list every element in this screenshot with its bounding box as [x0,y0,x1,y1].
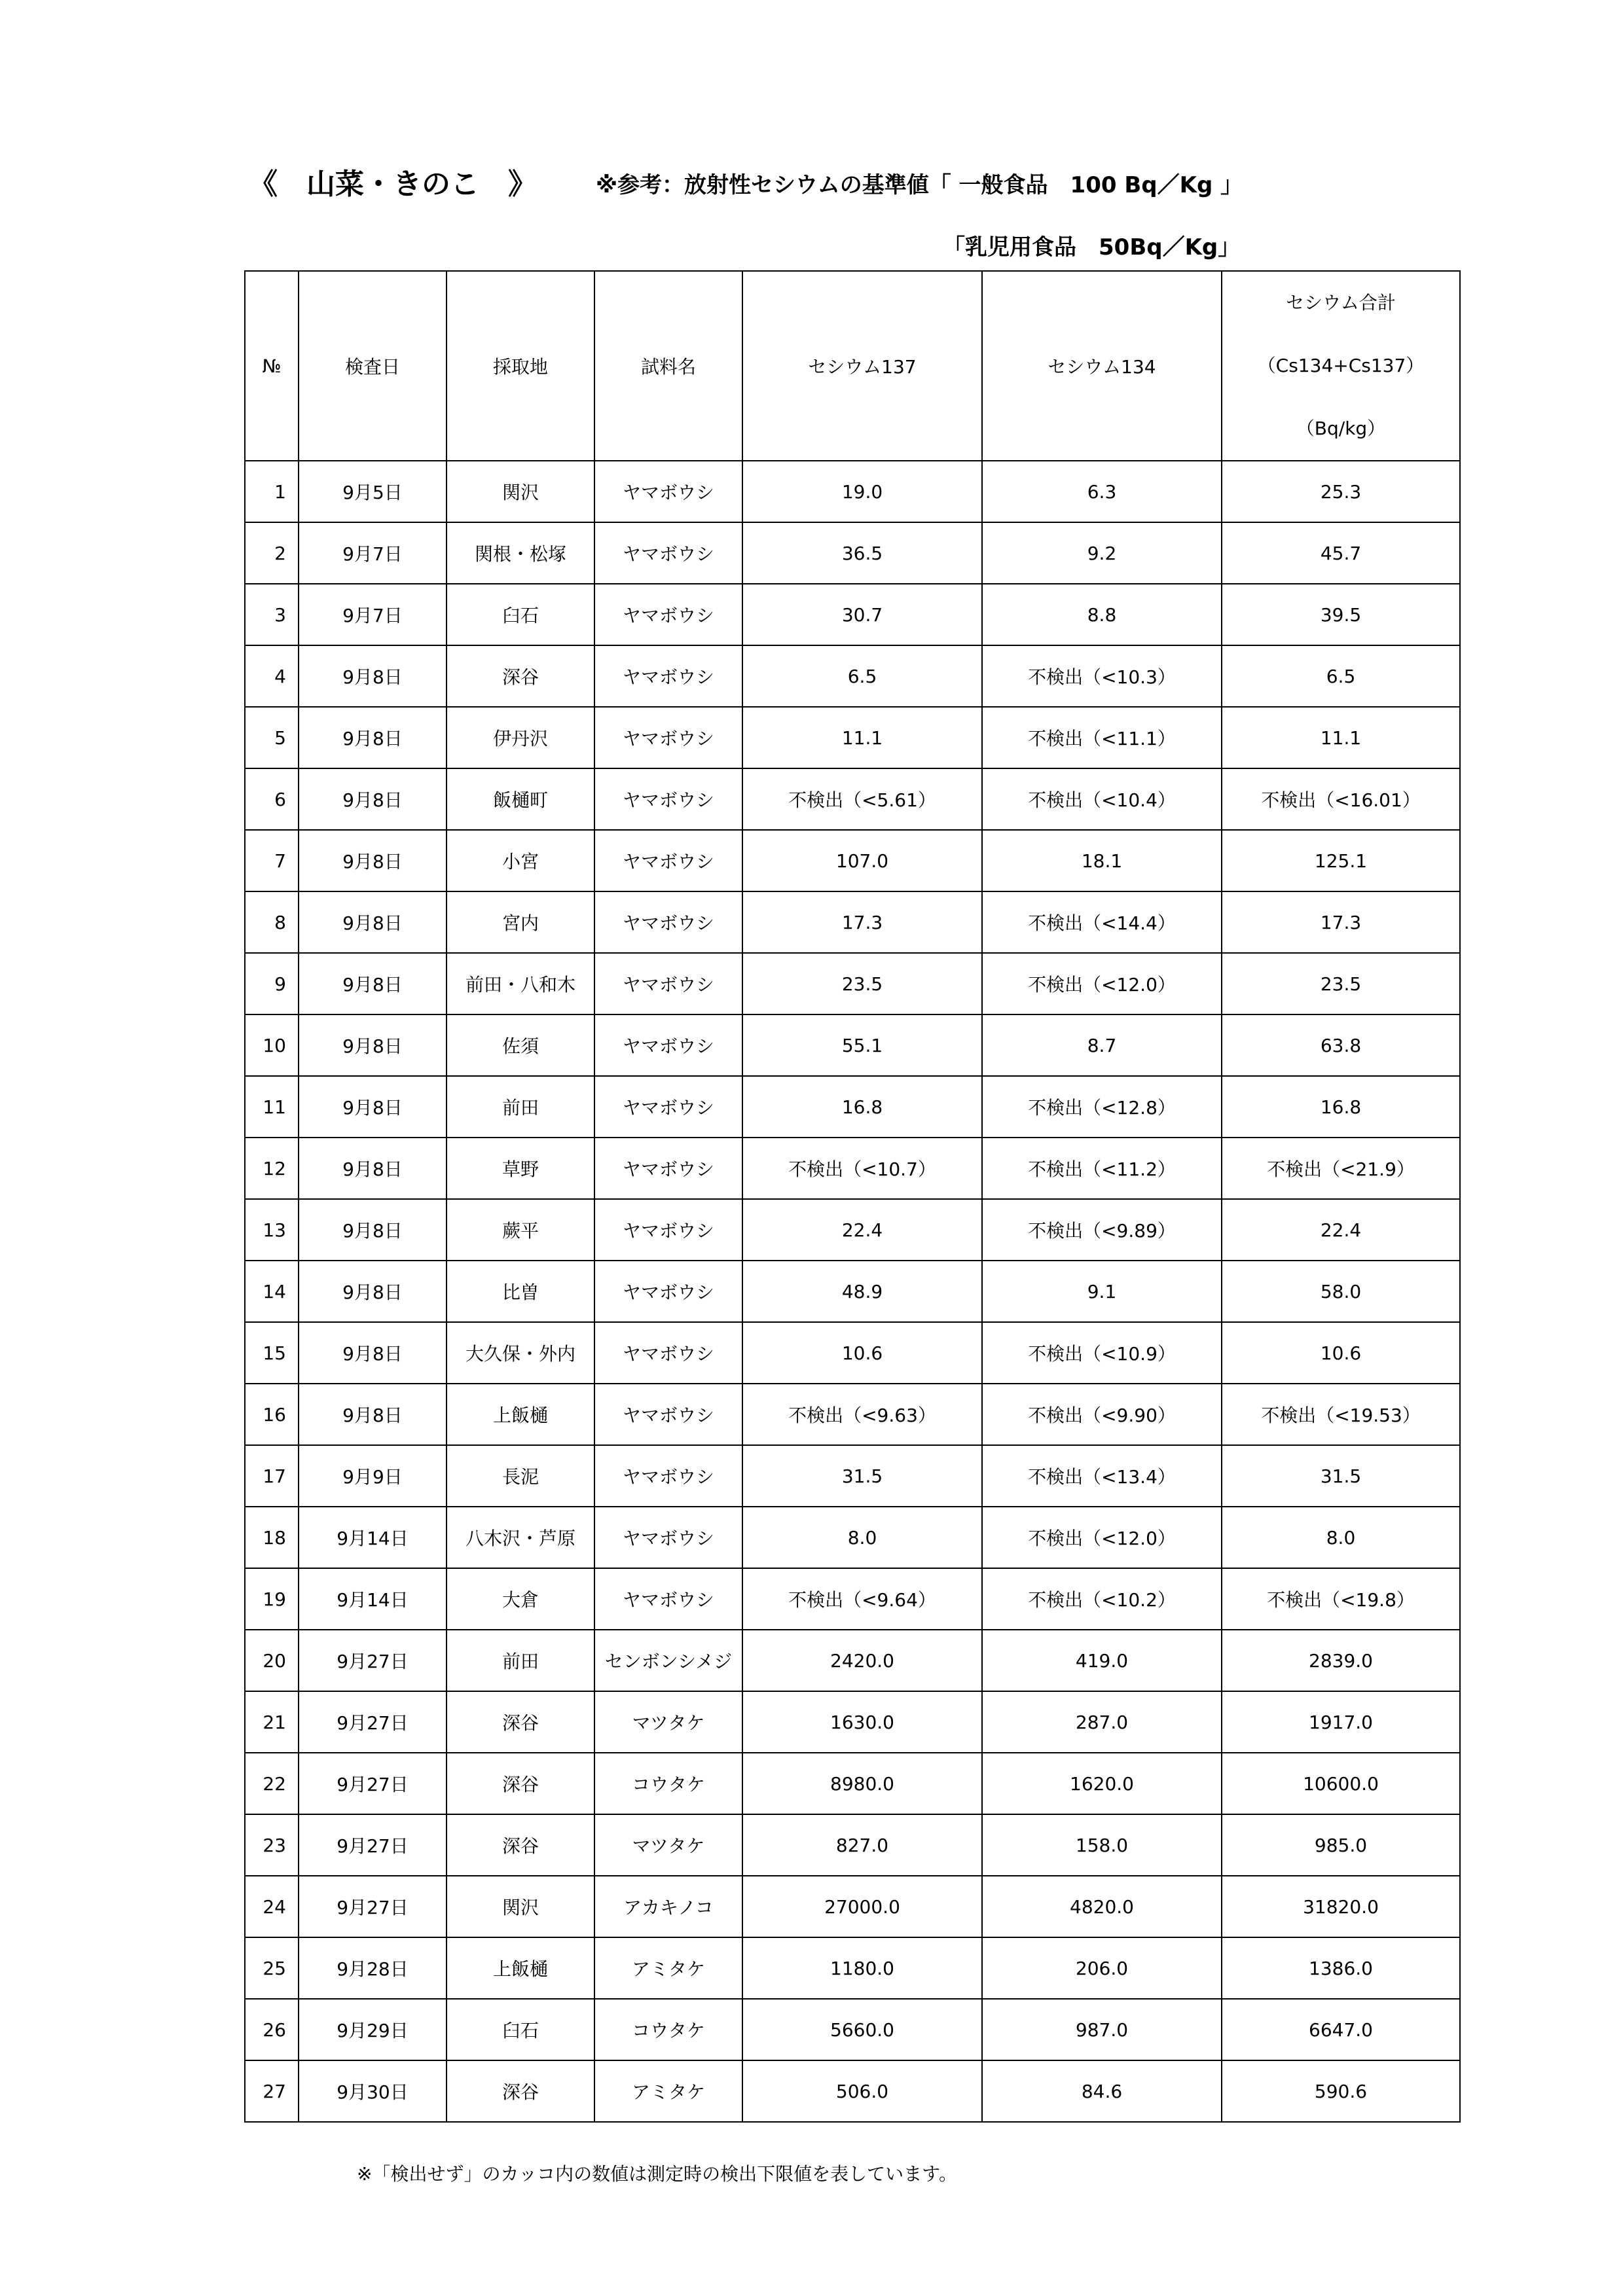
table-row [245,1138,1460,1199]
cell-date: 9月8日 [299,768,447,830]
cell-no: 6 [245,768,299,830]
cell-no: 25 [245,1937,299,1999]
cell-no: 22 [245,1753,299,1814]
cell-cs134: 287.0 [982,1691,1222,1753]
cell-location: 前田 [447,1076,594,1138]
cell-location: 関沢 [447,461,594,522]
cell-total: 22.4 [1222,1199,1460,1261]
cell-cs134: 6.3 [982,461,1222,522]
cell-cs137: 10.6 [742,1322,982,1384]
cell-no: 1 [245,461,299,522]
cell-sample: ヤマボウシ [594,461,742,522]
table-row [245,2060,1460,2122]
table-row [245,1691,1460,1753]
header-no: № [245,271,299,461]
header-total-formula: （Cs134+Cs137） [1257,355,1425,376]
cell-cs137: 27000.0 [742,1876,982,1937]
cell-date: 9月8日 [299,830,447,891]
cell-cs134: 不検出（<11.2） [982,1138,1222,1199]
cell-cs134: 9.2 [982,522,1222,584]
cell-date: 9月28日 [299,1937,447,1999]
header-location: 採取地 [447,271,594,461]
cell-sample: ヤマボウシ [594,1322,742,1384]
cell-cs137: 55.1 [742,1014,982,1076]
cell-no: 10 [245,1014,299,1076]
cell-location: 大倉 [447,1568,594,1630]
cell-cs137: 5660.0 [742,1999,982,2060]
cell-date: 9月14日 [299,1568,447,1630]
cell-no: 8 [245,891,299,953]
cell-sample: ヤマボウシ [594,768,742,830]
cell-cs137: 8980.0 [742,1753,982,1814]
table-header-row [245,271,1460,461]
table-row [245,461,1460,522]
cell-no: 21 [245,1691,299,1753]
cell-cs137: 1180.0 [742,1937,982,1999]
cell-sample: アカキノコ [594,1876,742,1937]
cell-cs137: 827.0 [742,1814,982,1876]
table-row [245,522,1460,584]
cell-cs134: 419.0 [982,1630,1222,1691]
cell-location: 臼石 [447,1999,594,2060]
table-row [245,1014,1460,1076]
cell-total: 45.7 [1222,522,1460,584]
cell-date: 9月7日 [299,584,447,645]
cell-cs137: 17.3 [742,891,982,953]
cell-sample: ヤマボウシ [594,1507,742,1568]
cell-date: 9月8日 [299,1261,447,1322]
cell-cs137: 107.0 [742,830,982,891]
table-row [245,1384,1460,1445]
cell-total: 31820.0 [1222,1876,1460,1937]
cell-no: 9 [245,953,299,1014]
cell-location: 関根・松塚 [447,522,594,584]
cell-cs137: 23.5 [742,953,982,1014]
cell-date: 9月9日 [299,1445,447,1507]
cell-location: 深谷 [447,1814,594,1876]
cell-location: 前田 [447,1630,594,1691]
cell-location: 宮内 [447,891,594,953]
cell-sample: ヤマボウシ [594,830,742,891]
cell-location: 小宮 [447,830,594,891]
cell-cs137: 36.5 [742,522,982,584]
cell-location: 比曽 [447,1261,594,1322]
table-row [245,953,1460,1014]
cell-sample: ヤマボウシ [594,1568,742,1630]
cell-no: 27 [245,2060,299,2122]
cell-sample: ヤマボウシ [594,645,742,707]
cell-cs137: 506.0 [742,2060,982,2122]
cell-no: 20 [245,1630,299,1691]
cell-cs134: 1620.0 [982,1753,1222,1814]
cell-cs134: 18.1 [982,830,1222,891]
table-row [245,645,1460,707]
cell-cs134: 不検出（<10.4） [982,768,1222,830]
reference-note-infant: 「乳児用食品 50Bq／Kg」 [943,234,1241,260]
cell-location: 八木沢・芦原 [447,1507,594,1568]
cell-date: 9月27日 [299,1630,447,1691]
cell-no: 5 [245,707,299,768]
cell-cs137: 6.5 [742,645,982,707]
cell-location: 伊丹沢 [447,707,594,768]
cell-cs137: 19.0 [742,461,982,522]
cell-location: 蕨平 [447,1199,594,1261]
cell-total: 590.6 [1222,2060,1460,2122]
cell-total: 6647.0 [1222,1999,1460,2060]
cell-cs137: 48.9 [742,1261,982,1322]
table-row [245,1322,1460,1384]
cell-date: 9月8日 [299,891,447,953]
cell-no: 14 [245,1261,299,1322]
cell-date: 9月30日 [299,2060,447,2122]
cell-location: 草野 [447,1138,594,1199]
cell-cs134: 不検出（<10.3） [982,645,1222,707]
cell-location: 上飯樋 [447,1384,594,1445]
cell-sample: マツタケ [594,1814,742,1876]
cell-total: 58.0 [1222,1261,1460,1322]
cell-no: 2 [245,522,299,584]
cell-date: 9月8日 [299,1384,447,1445]
cell-date: 9月7日 [299,522,447,584]
cell-no: 3 [245,584,299,645]
cell-cs134: 不検出（<9.89） [982,1199,1222,1261]
cell-total: 125.1 [1222,830,1460,891]
cell-no: 17 [245,1445,299,1507]
cell-date: 9月27日 [299,1876,447,1937]
cell-location: 前田・八和木 [447,953,594,1014]
cell-cs134: 不検出（<10.2） [982,1568,1222,1630]
cell-total: 63.8 [1222,1014,1460,1076]
cell-sample: コウタケ [594,1753,742,1814]
cell-sample: センボンシメジ [594,1630,742,1691]
cell-total: 不検出（<16.01） [1222,768,1460,830]
cell-sample: ヤマボウシ [594,1384,742,1445]
cell-location: 関沢 [447,1876,594,1937]
cell-date: 9月8日 [299,707,447,768]
cell-location: 深谷 [447,645,594,707]
cell-total: 2839.0 [1222,1630,1460,1691]
cell-location: 大久保・外内 [447,1322,594,1384]
cell-total: 1917.0 [1222,1691,1460,1753]
table-row [245,1568,1460,1630]
cell-cs137: 2420.0 [742,1630,982,1691]
cell-sample: アミタケ [594,1937,742,1999]
cell-date: 9月8日 [299,1014,447,1076]
cell-cs137: 30.7 [742,584,982,645]
table-row [245,584,1460,645]
cell-cs134: 206.0 [982,1937,1222,1999]
cell-no: 19 [245,1568,299,1630]
cell-cs134: 8.8 [982,584,1222,645]
cell-total: 17.3 [1222,891,1460,953]
cell-location: 上飯樋 [447,1937,594,1999]
table-row [245,1199,1460,1261]
cell-sample: コウタケ [594,1999,742,2060]
cell-sample: ヤマボウシ [594,891,742,953]
cell-cs134: 4820.0 [982,1876,1222,1937]
table-row [245,1630,1460,1691]
cell-cs134: 不検出（<12.0） [982,1507,1222,1568]
cell-date: 9月8日 [299,1076,447,1138]
cell-location: 飯樋町 [447,768,594,830]
cell-date: 9月8日 [299,645,447,707]
cell-location: 深谷 [447,1691,594,1753]
cell-sample: ヤマボウシ [594,1261,742,1322]
cell-sample: ヤマボウシ [594,1076,742,1138]
cell-no: 12 [245,1138,299,1199]
cell-date: 9月8日 [299,1322,447,1384]
cell-cs134: 不検出（<14.4） [982,891,1222,953]
header-total-unit: （Bq/kg） [1296,418,1386,439]
cell-sample: ヤマボウシ [594,1138,742,1199]
cell-sample: ヤマボウシ [594,584,742,645]
cell-cs137: 不検出（<5.61） [742,768,982,830]
table-row [245,891,1460,953]
cell-location: 佐須 [447,1014,594,1076]
cell-total: 10600.0 [1222,1753,1460,1814]
cell-date: 9月14日 [299,1507,447,1568]
cell-date: 9月5日 [299,461,447,522]
cell-cs137: 不検出（<9.64） [742,1568,982,1630]
cell-sample: ヤマボウシ [594,1445,742,1507]
table-row [245,1076,1460,1138]
cell-cs134: 不検出（<12.0） [982,953,1222,1014]
table-body [245,461,1460,2122]
cell-no: 16 [245,1384,299,1445]
cell-sample: マツタケ [594,1691,742,1753]
header-date: 検査日 [299,271,447,461]
cell-total: 11.1 [1222,707,1460,768]
table-row [245,1999,1460,2060]
cell-total: 31.5 [1222,1445,1460,1507]
cell-cs134: 987.0 [982,1999,1222,2060]
cell-no: 13 [245,1199,299,1261]
cell-location: 臼石 [447,584,594,645]
cell-no: 4 [245,645,299,707]
cell-cs137: 不検出（<10.7） [742,1138,982,1199]
cell-cs137: 不検出（<9.63） [742,1384,982,1445]
table-row [245,1814,1460,1876]
cell-cs137: 31.5 [742,1445,982,1507]
reference-note-general: ※参考：放射性セシウムの基準値「 一般食品 100 Bq／Kg 」 [596,172,1243,198]
cell-cs134: 158.0 [982,1814,1222,1876]
table-row [245,1937,1460,1999]
table-row [245,1507,1460,1568]
table-row [245,768,1460,830]
cell-sample: ヤマボウシ [594,1014,742,1076]
cell-total: 10.6 [1222,1322,1460,1384]
cell-total: 23.5 [1222,953,1460,1014]
cell-cs134: 8.7 [982,1014,1222,1076]
cell-total: 6.5 [1222,645,1460,707]
table-row [245,707,1460,768]
header-sample: 試料名 [594,271,742,461]
table-row [245,830,1460,891]
cell-cs134: 不検出（<13.4） [982,1445,1222,1507]
cell-date: 9月8日 [299,1199,447,1261]
cell-date: 9月27日 [299,1814,447,1876]
cell-total: 不検出（<19.53） [1222,1384,1460,1445]
header-cs134: セシウム134 [982,271,1222,461]
cell-sample: ヤマボウシ [594,953,742,1014]
cell-date: 9月29日 [299,1999,447,2060]
cell-cs134: 不検出（<9.90） [982,1384,1222,1445]
table-row [245,1753,1460,1814]
footnote: ※「検出せず」のカッコ内の数値は測定時の検出下限値を表しています。 [357,2163,957,2185]
cell-location: 長泥 [447,1445,594,1507]
cell-cs134: 84.6 [982,2060,1222,2122]
page-title: 《 山菜・きのこ 》 [249,168,537,201]
cell-no: 7 [245,830,299,891]
cell-location: 深谷 [447,1753,594,1814]
cell-date: 9月8日 [299,1138,447,1199]
cell-cs137: 16.8 [742,1076,982,1138]
cell-total: 25.3 [1222,461,1460,522]
cell-total: 不検出（<19.8） [1222,1568,1460,1630]
cell-no: 18 [245,1507,299,1568]
table-row [245,1445,1460,1507]
cell-sample: ヤマボウシ [594,707,742,768]
cell-sample: アミタケ [594,2060,742,2122]
header-cs137: セシウム137 [742,271,982,461]
cell-total: 不検出（<21.9） [1222,1138,1460,1199]
cell-cs134: 不検出（<12.8） [982,1076,1222,1138]
cell-total: 39.5 [1222,584,1460,645]
cell-total: 16.8 [1222,1076,1460,1138]
cell-no: 26 [245,1999,299,2060]
cell-cs137: 1630.0 [742,1691,982,1753]
cell-date: 9月27日 [299,1691,447,1753]
cell-sample: ヤマボウシ [594,1199,742,1261]
cell-date: 9月8日 [299,953,447,1014]
cell-date: 9月27日 [299,1753,447,1814]
cell-total: 8.0 [1222,1507,1460,1568]
header-total [1222,271,1460,461]
cell-no: 23 [245,1814,299,1876]
cesium-results-table [244,270,1461,2123]
cell-cs134: 不検出（<10.9） [982,1322,1222,1384]
cell-total: 985.0 [1222,1814,1460,1876]
cell-cs134: 不検出（<11.1） [982,707,1222,768]
cell-cs137: 22.4 [742,1199,982,1261]
header-total-title: セシウム合計 [1286,292,1396,314]
table-row [245,1876,1460,1937]
cell-no: 11 [245,1076,299,1138]
cell-total: 1386.0 [1222,1937,1460,1999]
cell-location: 深谷 [447,2060,594,2122]
cell-cs134: 9.1 [982,1261,1222,1322]
cell-sample: ヤマボウシ [594,522,742,584]
cell-cs137: 8.0 [742,1507,982,1568]
cell-no: 15 [245,1322,299,1384]
cell-no: 24 [245,1876,299,1937]
table-row [245,1261,1460,1322]
cell-cs137: 11.1 [742,707,982,768]
